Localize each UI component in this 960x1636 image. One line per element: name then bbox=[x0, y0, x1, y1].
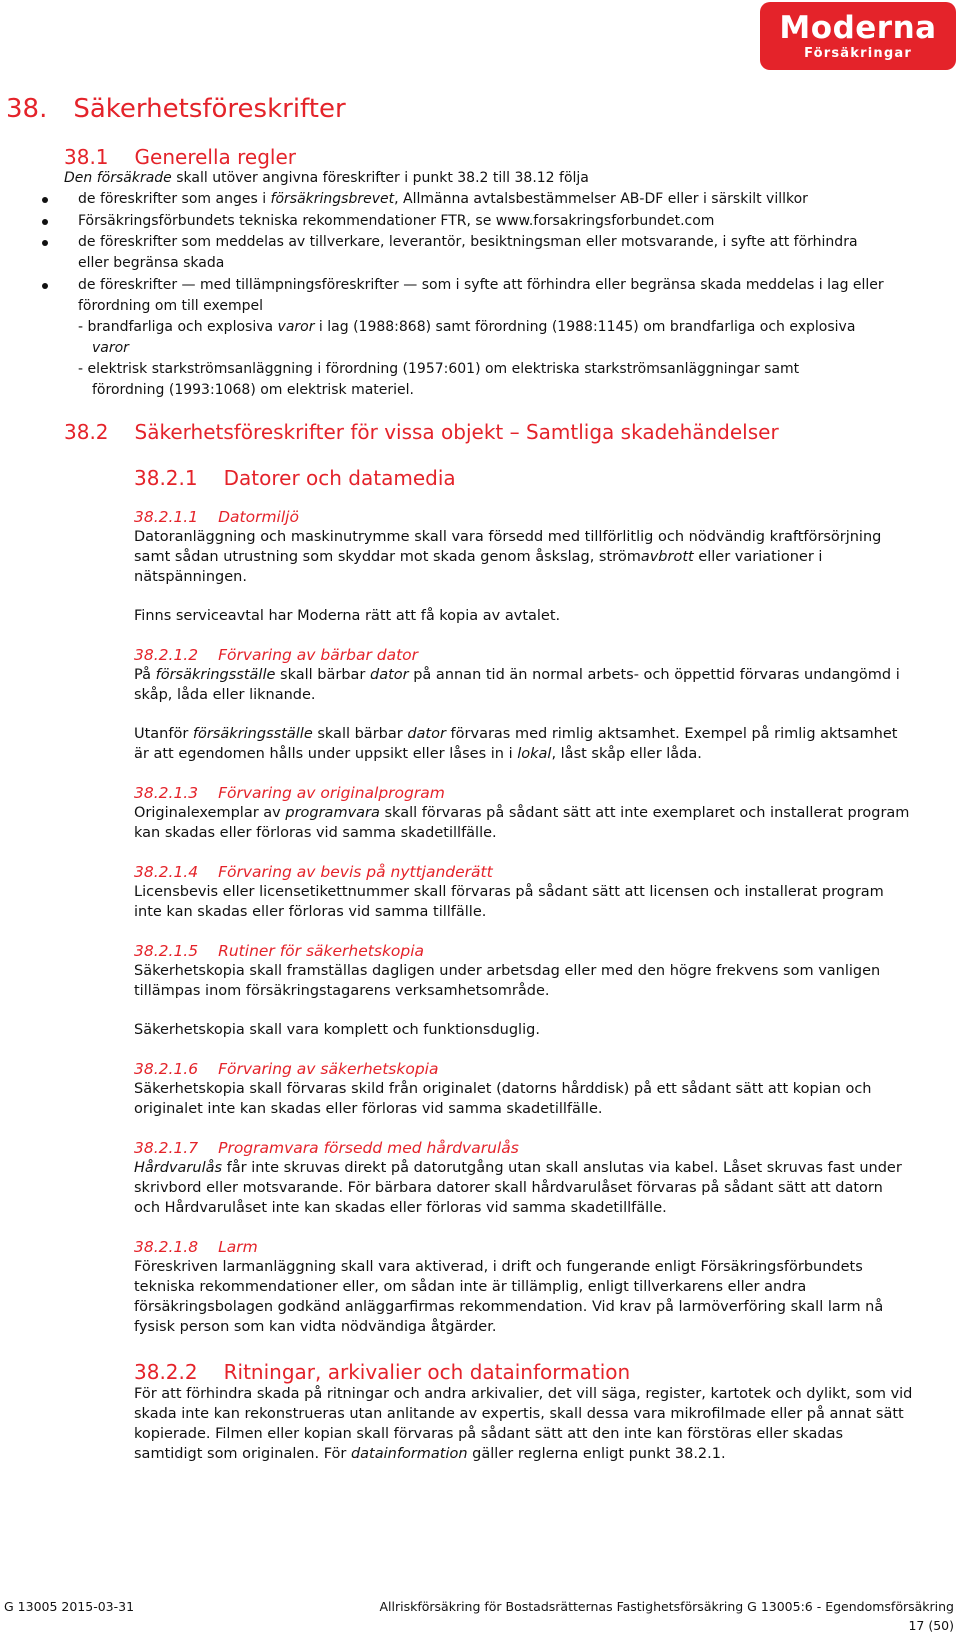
paragraph-line: och Hårdvarulåset inte kan skadas eller förloras vid samma skadetillfälle. bbox=[134, 1200, 667, 1216]
list-item: Försäkringsförbundets tekniska rekommendationer FTR, se www.forsakringsforbundet.com bbox=[78, 213, 715, 229]
logo-wordmark: Moderna bbox=[779, 10, 937, 46]
paragraph-heading-38-2-1-1: 38.2.1.1 Datormiljö bbox=[134, 508, 299, 526]
paragraph-line: är att egendomen hålls under uppsikt eller låses in i lokal, låst skåp eller låda. bbox=[134, 746, 702, 762]
footer-document-id: G 13005 2015-03-31 bbox=[4, 1599, 135, 1614]
dash-item-continuation: varor bbox=[92, 340, 129, 356]
paragraph-heading-38-2-1-8: 38.2.1.8 Larm bbox=[134, 1238, 258, 1256]
bullet-icon bbox=[42, 219, 48, 225]
bullet-icon bbox=[42, 240, 48, 246]
dash-item: - elektrisk starkströmsanläggning i förordning (1957:601) om elektriska starkströmsanläggningar samt bbox=[78, 361, 800, 377]
paragraph-line: samtidigt som originalen. För datainformation gäller reglerna enligt punkt 38.2.1. bbox=[134, 1446, 726, 1462]
paragraph-line: originalet inte kan skadas eller förloras vid samma skadetillfälle. bbox=[134, 1101, 603, 1117]
paragraph-line: Datoranläggning och maskinutrymme skall vara försedd med tillförlitlig och nödvändig kraftförsörjning bbox=[134, 529, 882, 545]
section-intro: Den försäkrade skall utöver angivna föreskrifter i punkt 38.2 till 38.12 följa bbox=[64, 170, 589, 186]
paragraph-line: skada inte kan rekonstrueras utan anlitande av expertis, skall dessa vara mikrofilmade eller på annat sätt bbox=[134, 1406, 904, 1422]
chapter-title: Säkerhetsföreskrifter bbox=[73, 94, 346, 124]
paragraph-line: försäkringsbolagen godkänd anläggarfirmas rekommendation. Vid krav på larmöverföring skall larm nå bbox=[134, 1299, 884, 1315]
paragraph-line: Finns serviceavtal har Moderna rätt att få kopia av avtalet. bbox=[134, 608, 561, 624]
paragraph-line: skåp, låda eller liknande. bbox=[134, 687, 316, 703]
paragraph-line: Originalexemplar av programvara skall förvaras på sådant sätt att inte exemplaret och installerat program bbox=[134, 805, 910, 821]
paragraph-line: Säkerhetskopia skall vara komplett och funktionsduglig. bbox=[134, 1022, 540, 1038]
paragraph-line: tillämpas inom försäkringstagarens verksamhetsområde. bbox=[134, 983, 550, 999]
dash-item-continuation: förordning (1993:1068) om elektrisk materiel. bbox=[92, 382, 415, 398]
list-item: de föreskrifter som anges i försäkringsbrevet, Allmänna avtalsbestämmelser AB-DF eller i särskilt villkor bbox=[78, 191, 808, 207]
paragraph-line: Föreskriven larmanläggning skall vara aktiverad, i drift och fungerande enligt Försäkringsförbundets bbox=[134, 1259, 863, 1275]
section-heading-38-2: 38.2 Säkerhetsföreskrifter för vissa objekt – Samtliga skadehändelser bbox=[64, 420, 779, 444]
footer-product-title: Allriskförsäkring för Bostadsrätternas Fastighetsförsäkring G 13005:6 - Egendomsförsäkring bbox=[379, 1599, 954, 1614]
paragraph-line: inte kan skadas eller förloras vid samma tillfälle. bbox=[134, 904, 487, 920]
list-item-continuation: eller begränsa skada bbox=[78, 255, 225, 271]
paragraph-line: samt sådan utrustning som skyddar mot skada genom åskslag, strömavbrott eller variationer i bbox=[134, 549, 823, 565]
logo-subline: Försäkringar bbox=[804, 46, 912, 61]
footer-page-number: 17 (50) bbox=[908, 1618, 954, 1633]
paragraph-heading-38-2-1-4: 38.2.1.4 Förvaring av bevis på nyttjanderätt bbox=[134, 863, 493, 881]
paragraph-line: fysisk person som kan vidta nödvändiga åtgärder. bbox=[134, 1319, 497, 1335]
section-heading-38-1: 38.1 Generella regler bbox=[64, 145, 296, 169]
chapter-heading bbox=[6, 94, 346, 124]
paragraph-line: Hårdvarulås får inte skruvas direkt på datorutgång utan skall anslutas via kabel. Låset skruvas fast under bbox=[134, 1160, 902, 1176]
list-item: de föreskrifter — med tillämpningsföreskrifter — som i syfte att förhindra eller begränsa skada meddelas i lag eller bbox=[78, 277, 884, 293]
paragraph-heading-38-2-1-2: 38.2.1.2 Förvaring av bärbar dator bbox=[134, 646, 419, 664]
paragraph-line: Utanför försäkringsställe skall bärbar dator förvaras med rimlig aktsamhet. Exempel på rimlig aktsamhet bbox=[134, 726, 898, 742]
paragraph-line: kopierade. Filmen eller kopian skall förvaras på sådant sätt att den inte kan förstöras eller skadas bbox=[134, 1426, 844, 1442]
bullet-icon bbox=[42, 283, 48, 289]
paragraph-line: Säkerhetskopia skall framställas dagligen under arbetsdag eller med den högre frekvens som vanligen bbox=[134, 963, 881, 979]
bullet-icon bbox=[42, 197, 48, 203]
paragraph-line: skrivbord eller motsvarande. För bärbara datorer skall hårdvarulåset förvaras på sådant sätt att datorn bbox=[134, 1180, 883, 1196]
paragraph-line: Säkerhetskopia skall förvaras skild från originalet (datorns hårddisk) på ett sådant sätt att kopian och bbox=[134, 1081, 872, 1097]
chapter-number: 38. bbox=[6, 94, 48, 124]
list-item-continuation: förordning om till exempel bbox=[78, 298, 264, 314]
paragraph-heading-38-2-1-3: 38.2.1.3 Förvaring av originalprogram bbox=[134, 784, 445, 802]
list-item: de föreskrifter som meddelas av tillverkare, leverantör, besiktningsman eller motsvarande, i syfte att förhindra bbox=[78, 234, 858, 250]
paragraph-line: kan skadas eller förloras vid samma skadetillfälle. bbox=[134, 825, 497, 841]
subsection-heading-38-2-2: 38.2.2 Ritningar, arkivalier och datainformation bbox=[134, 1360, 631, 1384]
paragraph-line: För att förhindra skada på ritningar och andra arkivalier, det vill säga, register, kartotek och dylikt, som vid bbox=[134, 1386, 913, 1402]
paragraph-line: tekniska rekommendationer eller, om sådan inte är tillämplig, enligt tillverkarens eller andra bbox=[134, 1279, 807, 1295]
subsection-heading-38-2-1: 38.2.1 Datorer och datamedia bbox=[134, 466, 456, 490]
dash-item: - brandfarliga och explosiva varor i lag (1988:868) samt förordning (1988:1145) om brandfarliga och explosiva bbox=[78, 319, 856, 335]
moderna-logo bbox=[760, 2, 956, 70]
paragraph-line: nätspänningen. bbox=[134, 569, 247, 585]
paragraph-heading-38-2-1-6: 38.2.1.6 Förvaring av säkerhetskopia bbox=[134, 1060, 439, 1078]
paragraph-heading-38-2-1-5: 38.2.1.5 Rutiner för säkerhetskopia bbox=[134, 942, 425, 960]
paragraph-line: På försäkringsställe skall bärbar dator på annan tid än normal arbets- och öppettid förvaras undangömd i bbox=[134, 667, 900, 683]
paragraph-line: Licensbevis eller licensetikettnummer skall förvaras på sådant sätt att licensen och installerat program bbox=[134, 884, 884, 900]
paragraph-heading-38-2-1-7: 38.2.1.7 Programvara försedd med hårdvarulås bbox=[134, 1139, 519, 1157]
